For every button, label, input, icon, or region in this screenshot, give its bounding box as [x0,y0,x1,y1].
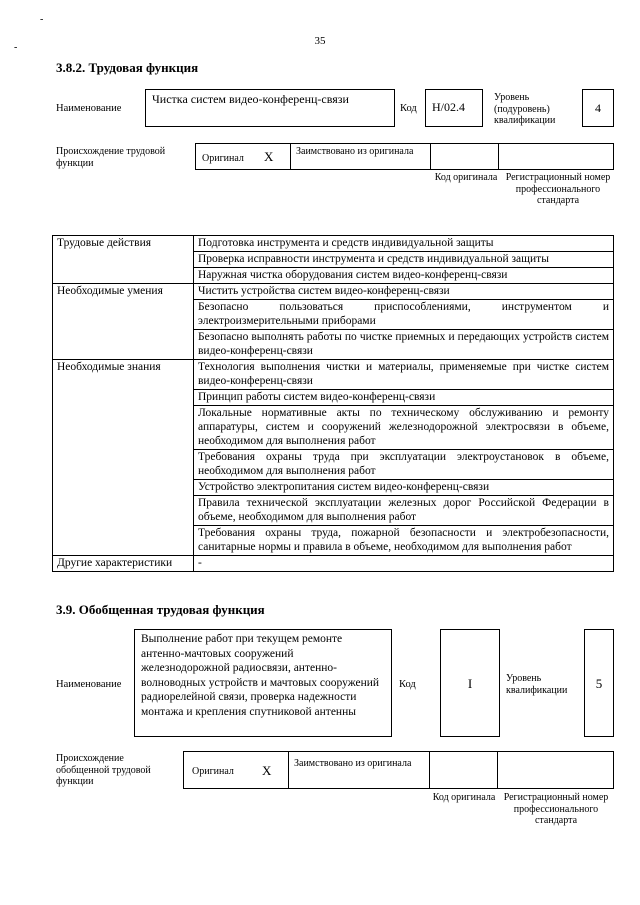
knowledge-item: Требования охраны труда при эксплуатации электроустановок в объеме, необходимом для выполнения работ [194,450,614,480]
s2-origin-box [183,751,614,789]
s1-code-orig-label: Код оригинала [434,172,498,183]
action-item: Наружная чистка оборудования систем видео-конференц-связи [194,268,614,284]
s2-divider-a [288,752,289,788]
actions-label: Трудовые действия [53,236,194,284]
knowledge-item: Технология выполнения чистки и материалы, применяемые при чистке систем видео-конференц-связи [194,360,614,390]
knowledge-label: Необходимые знания [53,360,194,556]
s2-name-value: Выполнение работ при текущем ремонте антенно-мачтовых сооружений железнодорожной радиосвязи, антенно-волноводных устройств и мачтовых сооружений радиорелейной связи, проверка надежности монтажа и крепления спутниковой антенны [134,629,392,737]
skill-item: Чистить устройства систем видео-конференц-связи [194,284,614,300]
s2-level-value: 5 [584,629,614,737]
s2-divider-c [497,752,498,788]
s1-level-value: 4 [582,89,614,127]
s1-code-label: Код [400,103,417,114]
s2-divider-b [429,752,430,788]
section-heading-382: 3.8.2. Трудовая функция [56,60,199,75]
s2-code-value: I [440,629,500,737]
s2-code-label: Код [399,679,416,690]
skills-label: Необходимые умения [53,284,194,360]
s2-code-orig-label: Код оригинала [432,792,496,803]
table-row [53,360,614,390]
margin-mark-top: ‐ [40,14,44,25]
table-row [53,556,614,572]
action-item: Проверка исправности инструмента и средств индивидуальной защиты [194,252,614,268]
s2-origin-label: Происхождение обобщенной трудовой функции [56,753,151,787]
s1-original-mark: X [264,149,274,164]
s1-divider-a [290,144,291,169]
knowledge-item: Локальные нормативные акты по техническому обслуживанию и ремонту аппаратуры, систем и сооружений железнодорожной электросвязи в объеме, необходимом для выполнения работ [194,406,614,450]
s1-divider-c [498,144,499,169]
s1-origin-label: Происхождение трудовой функции [56,146,166,169]
s2-borrowed-label: Заимствовано из оригинала [294,758,412,769]
s1-divider-b [430,144,431,169]
skill-item: Безопасно пользоваться приспособлениями, инструментом и электроизмерительными приборами [194,300,614,330]
s1-reg-label: Регистрационный номер профессионального стандарта [505,172,611,206]
s1-name-value: Чистка систем видео-конференц-связи [145,89,395,127]
s1-level-label: Уровень (подуровень) квалификации [494,92,556,126]
s1-original-label: Оригинал [202,153,244,164]
s2-name-label: Наименование [56,679,122,690]
table-row [53,284,614,300]
knowledge-item: Правила технической эксплуатации железных дорог Российской Федерации в объеме, необходимом для выполнения работ [194,496,614,526]
s1-code-value: H/02.4 [425,89,483,127]
other-value: - [194,556,614,572]
other-label: Другие характеристики [53,556,194,572]
knowledge-item: Устройство электропитания систем видео-конференц-связи [194,480,614,496]
skill-item: Безопасно выполнять работы по чистке приемных и передающих устройств систем видео-конференц-связи [194,330,614,360]
margin-mark-left: ‐ [14,42,18,53]
knowledge-item: Требования охраны труда, пожарной безопасности и электробезопасности, санитарные нормы и правила в объеме, необходимом для выполнения работ [194,526,614,556]
action-item: Подготовка инструмента и средств индивидуальной защиты [194,236,614,252]
page-number: 35 [314,35,326,47]
s1-name-label: Наименование [56,103,122,114]
s2-reg-label: Регистрационный номер профессионального стандарта [503,792,609,826]
knowledge-item: Принцип работы систем видео-конференц-связи [194,390,614,406]
s1-borrowed-label: Заимствовано из оригинала [296,146,414,157]
s2-level-label: Уровень квалификации [506,673,568,696]
table-row [53,236,614,252]
s1-origin-box [195,143,614,170]
s2-original-label: Оригинал [192,766,234,777]
section-heading-39: 3.9. Обобщенная трудовая функция [56,602,265,617]
s2-original-mark: X [262,763,272,778]
requirements-table [52,235,614,572]
